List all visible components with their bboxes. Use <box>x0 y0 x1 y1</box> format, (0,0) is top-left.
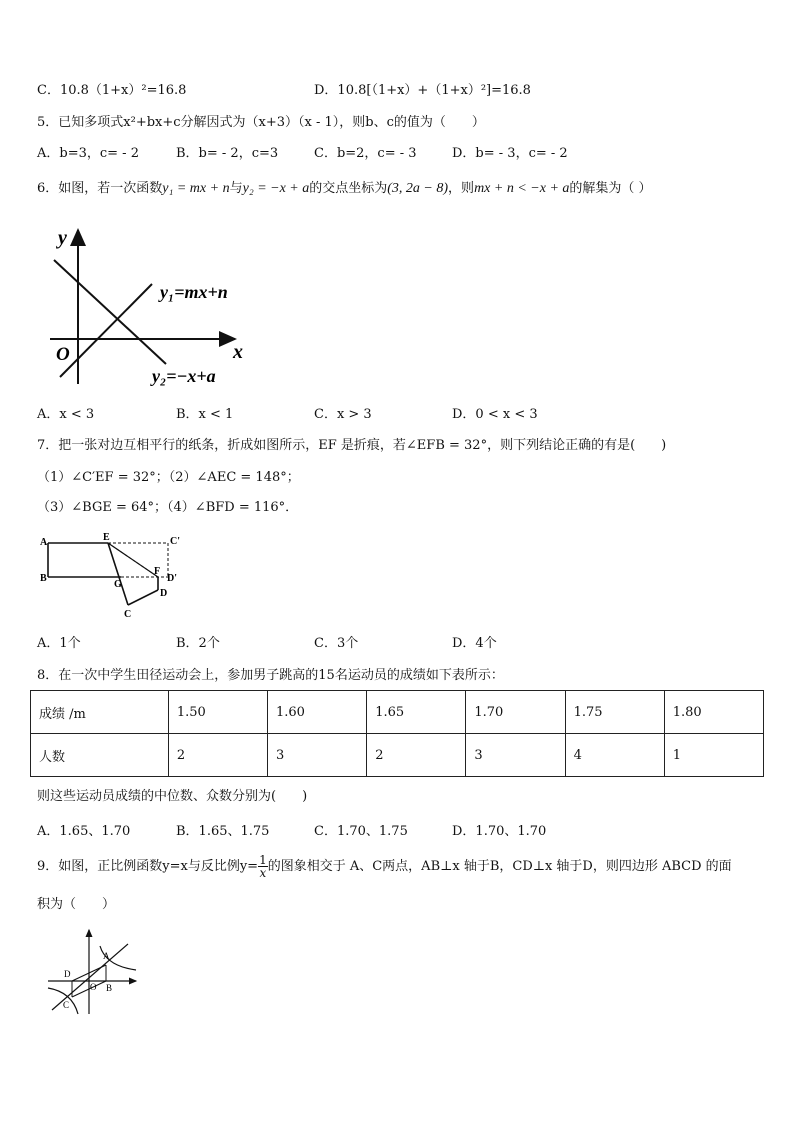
q9-stem <box>37 852 732 882</box>
table-cell: 1.80 <box>664 691 763 734</box>
table-cell: 4 <box>565 734 664 777</box>
q6-formula-y2: y₂ = −x + a <box>242 181 310 196</box>
q5-stem: 5．已知多项式x²+bx+c分解因式为（x+3）（x - 1），则b、c的值为（ ） <box>37 115 485 130</box>
table-cell: 2 <box>367 734 466 777</box>
q9-fraction-denominator: x <box>259 866 267 880</box>
q9-stem-post: 的图象相交于 A、C两点，AB⊥x 轴于B，CD⊥x 轴于D，则四边形 ABCD 的面 <box>267 859 732 874</box>
table-cell: 成绩 /m <box>31 691 169 734</box>
q6-origin-label: O <box>56 344 70 365</box>
q7-stem: 7．把一张对边互相平行的纸条，折成如图所示，EF 是折痕，若∠EFB = 32°，则下列结论正确的有是( ) <box>37 438 667 453</box>
q7-label-f: F <box>154 566 161 577</box>
q6-x-label: x <box>233 341 243 363</box>
q9-label-a: A <box>103 951 110 961</box>
q9-label-d: D <box>64 969 71 979</box>
q6-option-d: D．0 < x < 3 <box>452 407 538 422</box>
q5-option-b: B．b= - 2，c=3 <box>176 146 279 161</box>
q6-stem-mid1: 与 <box>229 181 243 196</box>
q8-score-table <box>30 690 764 777</box>
q6-line-y1-label: y₁=mx+n <box>160 282 228 302</box>
table-row <box>31 691 764 734</box>
q9-label-c: C <box>63 1000 70 1010</box>
q6-stem-pre: 6．如图，若一次函数 <box>37 181 163 196</box>
q7-label-d-prime: D' <box>167 573 177 584</box>
q8-option-c: C．1.70、1.75 <box>314 824 408 839</box>
q7-option-c: C．3个 <box>314 636 359 651</box>
q6-option-b: B．x < 1 <box>176 407 234 422</box>
q5-option-c: C．b=2，c= - 3 <box>314 146 417 161</box>
table-cell: 3 <box>268 734 367 777</box>
q6-stem <box>37 180 652 198</box>
table-cell: 人数 <box>31 734 169 777</box>
q9-label-b: B <box>106 983 113 993</box>
q6-option-c: C．x > 3 <box>314 407 372 422</box>
q8-stem: 8．在一次中学生田径运动会上，参加男子跳高的15名运动员的成绩如下表所示： <box>37 668 504 683</box>
q6-graph-figure <box>40 222 280 390</box>
q7-statement-1-2: （1）∠C′EF = 32°；（2）∠AEC = 148°； <box>37 470 300 485</box>
q9-graph-figure <box>44 928 144 1016</box>
q7-label-e: E <box>103 532 110 543</box>
table-cell: 3 <box>466 734 565 777</box>
q4-option-c: C．10.8（1+x）²=16.8 <box>37 83 187 98</box>
q9-fraction-numerator: 1 <box>259 853 267 867</box>
q6-line-y2 <box>54 260 166 364</box>
table-cell: 1.70 <box>466 691 565 734</box>
q7-option-a: A．1个 <box>37 636 81 651</box>
table-cell: 1.65 <box>367 691 466 734</box>
q7-label-g: G <box>114 579 122 590</box>
table-cell: 1 <box>664 734 763 777</box>
q7-label-c-prime: C' <box>170 536 180 547</box>
q6-intersection-point: (3, 2a − 8) <box>387 181 449 196</box>
table-row <box>31 734 764 777</box>
q7-label-c: C <box>124 609 132 620</box>
q7-option-d: D．4个 <box>452 636 497 651</box>
q9-stem-pre: 9．如图，正比例函数y=x与反比例y= <box>37 859 259 874</box>
q6-line-y1 <box>60 284 152 377</box>
q7-statement-3-4: （3）∠BGE = 64°；（4）∠BFD = 116°． <box>37 500 299 515</box>
table-cell: 1.75 <box>565 691 664 734</box>
q9-fraction <box>258 854 268 879</box>
q8-question: 则这些运动员成绩的中位数、众数分别为( ) <box>37 789 308 804</box>
q8-option-a: A．1.65、1.70 <box>37 824 131 839</box>
q7-label-d: D <box>160 588 168 599</box>
q7-label-b: B <box>40 573 47 584</box>
q6-stem-mid3: ，则 <box>448 181 475 196</box>
q7-fold-figure <box>36 530 186 622</box>
q7-option-b: B．2个 <box>176 636 220 651</box>
q8-option-d: D．1.70、1.70 <box>452 824 547 839</box>
q6-option-a: A．x < 3 <box>37 407 95 422</box>
table-cell: 1.60 <box>268 691 367 734</box>
q9-label-o: O <box>90 982 97 992</box>
q6-inequality: mx + n < −x + a <box>474 181 570 196</box>
q6-stem-mid2: 的交点坐标为 <box>309 181 388 196</box>
q6-stem-post: 的解集为（ ） <box>569 181 652 196</box>
q5-option-a: A．b=3，c= - 2 <box>37 146 139 161</box>
q6-line-y2-label: y₂=−x+a <box>152 366 216 386</box>
q9-stem-line2: 积为（ ） <box>37 897 116 912</box>
table-cell: 2 <box>168 734 267 777</box>
q4-option-d: D．10.8[（1+x）+（1+x）²]=16.8 <box>314 83 531 98</box>
q7-label-a: A <box>40 537 48 548</box>
q8-option-b: B．1.65、1.75 <box>176 824 270 839</box>
q6-formula-y1: y₁ = mx + n <box>162 181 230 196</box>
q6-y-label: y <box>58 227 67 249</box>
q5-option-d: D．b= - 3，c= - 2 <box>452 146 568 161</box>
table-cell: 1.50 <box>168 691 267 734</box>
